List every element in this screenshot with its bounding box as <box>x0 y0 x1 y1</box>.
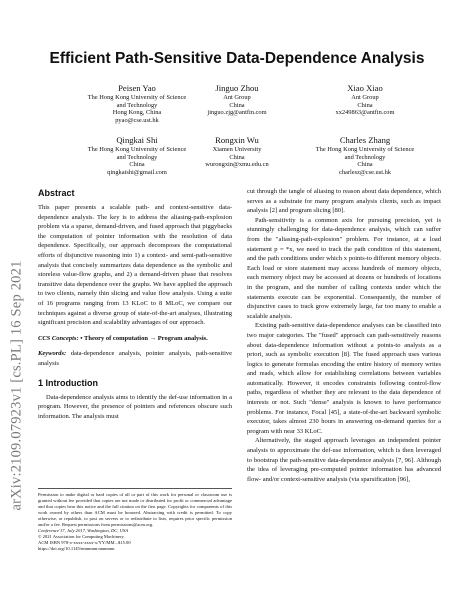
author-location: China <box>357 161 373 169</box>
author-affiliation: Ant Group <box>223 94 251 101</box>
author-name: Jinguo Zhou <box>215 83 259 93</box>
permission-notice: Permission to make digital or hard copies of all or part of this work for personal or classroom use is granted without fee provided that copies are not made or distributed for profit or commercial advantage and that copies bear this notice and the full citation on the first page. Copyrights for components of this work owned by others than ACM must be honored. Abstracting with credit is permitted. To copy otherwise, or republish, to post on servers or to redistribute to lists, requires prior specific permission and/or a fee. Request permissions from permissions@acm.org. <box>38 492 232 527</box>
abstract-text: This paper presents a scalable path- and context-sensitive data-dependence analysis. The key is to address the aliasing-path-explosion problem via a sparse, demand-driven, and fused approach that piggybacks the computation of pointer information with the resolution of data dependence. Specifically, our approach decomposes the computational efforts of disjunctive reasoning into 1) a context- and semi-path-sensitive analysis that concisely summarizes data dependence as the symbolic and storeless value-flow graphs, and 2) a demand-driven phase that resolves transitive data dependence over the graphs. We have applied the approach to two clients, namely thin slicing and value flow analysis. Using a suite of 16 programs ranging from 13 KLoC to 8 MLoC, we compare our techniques against a diverse group of state-of-the-art analyses, illustrating significant precision and scalability advantages of our approach. <box>38 204 232 327</box>
isbn-line: ACM ISBN 978-x-xxxx-xxxx-x/YY/MM...$15.00 <box>38 540 131 545</box>
author-affiliation: and Technology <box>116 101 158 109</box>
paper-title: Efficient Path-Sensitive Data-Dependence Analysis <box>49 50 425 67</box>
author-affiliation: and Technology <box>116 153 158 161</box>
author-location: Hong Kong, China <box>112 109 162 117</box>
paragraph: Alternatively, the staged approach leverages an independent pointer analysis to approximate the def-use information, which is then leveraged to bootstrap the path-sensitive data-dependence analysis [7, 96]. Although the idea of leveraging pre-computed pointer information has advanced flow- and/or context-sensitive analysis (via sparsification [96], <box>247 437 441 483</box>
author-email: qingkaishi@gmail.com <box>107 168 167 176</box>
intro-text: Data-dependence analysis aims to identify the def-use information in a program. However, the presence of pointers and references obscure such information. The analysis must <box>38 393 232 420</box>
author-affiliation: Ant Group <box>351 94 379 101</box>
abstract-heading: Abstract <box>38 188 75 198</box>
keywords <box>38 349 232 368</box>
author-affiliation: The Hong Kong University of Science <box>315 146 415 153</box>
author-email: jinguo.zjg@antfin.com <box>207 109 267 117</box>
author-3 <box>290 83 440 117</box>
ccs-label: CCS Concepts: <box>38 334 79 342</box>
author-affiliation: Xiamen University <box>212 146 262 153</box>
intro-heading: 1 Introduction <box>38 377 98 388</box>
author-6 <box>290 135 440 176</box>
author-affiliation: The Hong Kong University of Science <box>87 94 187 101</box>
conference-line: Conference'17, July 2017, Washington, DC, USA <box>38 528 129 533</box>
copyright-footnote <box>38 488 232 552</box>
author-location: China <box>229 101 245 109</box>
author-name: Xiao Xiao <box>347 83 383 93</box>
author-email: xx249863@antfin.com <box>335 109 395 117</box>
ccs-text: • Theory of computation → Program analysis. <box>80 334 208 342</box>
paragraph: Path-sensitivity is a common axis for pursuing precision, yet is stunningly challenging for data-dependence analysis, which can suffer from the "aliasing-path-explosion" problem. For instance, at a load statement p = *x, we need to track the path condition of this statement, and the path conditions under which x points-to different memory objects. Each load or store statement may access hundreds of memory objects, each memory object may be accessed at dozens or hundreds of locations in the program, and the number of calling contexts under which the statements execute can be exponential. Consequently, the number of disjunctive cases to track grow extremely large, far too many to enable a scalable analysis. <box>247 216 441 320</box>
left-column <box>38 187 232 421</box>
author-location: China <box>129 161 145 169</box>
copyright-line: © 2021 Association for Computing Machinery. <box>38 534 125 539</box>
paragraph: cut through the tangle of aliasing to reason about data dependence, which serves as a substrate for many program analysis clients, such as impact analysis [2] and program slicing [80]. <box>247 188 441 215</box>
keywords-label: Keywords: <box>38 350 67 358</box>
author-affiliation: The Hong Kong University of Science <box>87 146 187 153</box>
author-name: Charles Zhang <box>339 135 391 145</box>
ccs-concepts <box>38 334 232 344</box>
author-name: Peisen Yao <box>118 83 156 93</box>
doi-line: https://doi.org/10.1145/nnnnnnn.nnnnnnn <box>38 546 115 551</box>
author-email: charlesz@cse.ust.hk <box>338 168 392 176</box>
author-location: China <box>357 101 373 109</box>
author-name: Rongxin Wu <box>215 135 259 145</box>
author-location: China <box>229 153 245 161</box>
author-affiliation: and Technology <box>344 153 386 161</box>
arxiv-stamp <box>2 170 32 600</box>
right-column <box>247 187 441 484</box>
keywords-text: data-dependence analysis, pointer analysis, path-sensitive analysis <box>38 350 233 367</box>
author-name: Qingkai Shi <box>116 135 158 145</box>
arxiv-stamp-text: arXiv:2109.07923v1 [cs.PL] 16 Sep 2021 <box>8 259 25 511</box>
paragraph: Existing path-sensitive data-dependence analyses can be classified into two major categories. The "fused" approach can path-sensitively reasons about data-dependence information without a points-to analysis as a priori, such as symbolic execution [8]. The fused approach uses various logics to generate formulas encoding the entire history of memory writes and reads, which allow for establishing correlations between variables automatically. However, it encodes constraints following control-flow paths, regardless of whether they are relevant to the data dependence of interests or not. Such "dense" analysis is known to have performance problems. For instance, Focal [45], a state-of-the-art backward symbolic executor, takes almost 230 hours in answering on-demand queries for a program with near 33 KLoC. <box>247 322 441 435</box>
author-email: pyao@cse.ust.hk <box>115 116 159 124</box>
author-email: wurongxin@xmu.edu.cn <box>205 161 269 169</box>
